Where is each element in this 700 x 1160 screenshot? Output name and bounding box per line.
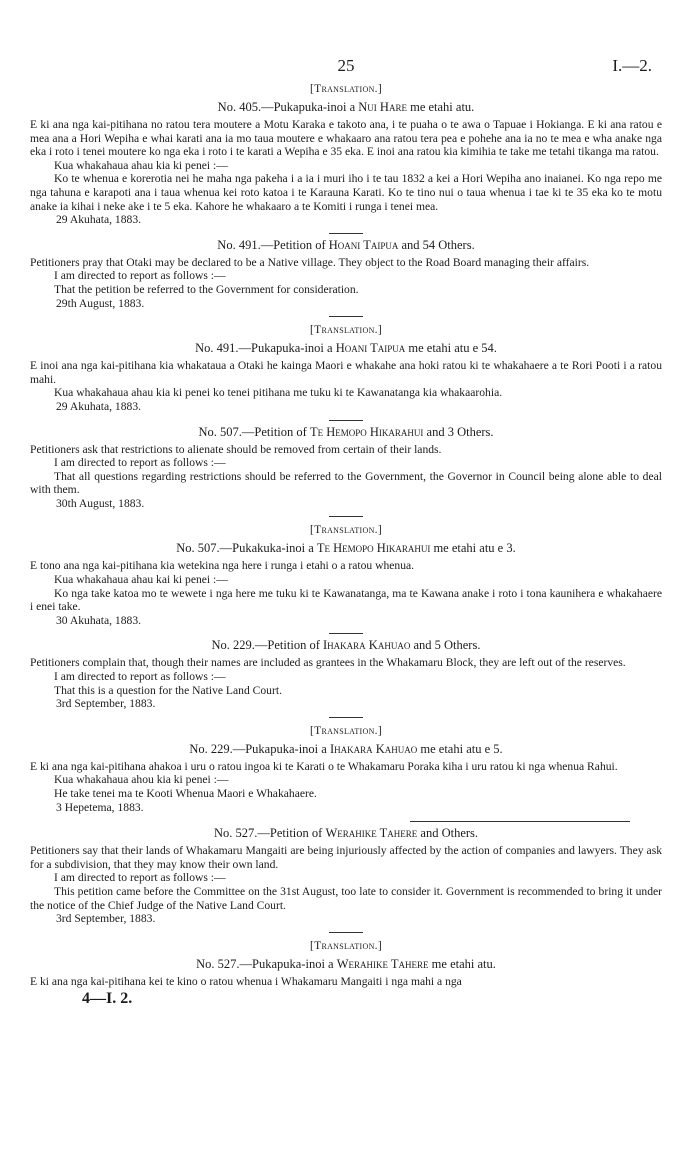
title-prefix: No. 507.—Petition of: [198, 424, 310, 439]
body-paragraph: That this is a question for the Native Land Court.: [54, 683, 282, 697]
title-prefix: No. 491.—Petition of: [217, 237, 329, 252]
page-header: [30, 50, 662, 76]
document-reference: I.—2.: [612, 56, 652, 75]
section-divider: [410, 821, 630, 822]
petition-section: [30, 316, 662, 413]
title-suffix: me etahi atu e 54.: [405, 341, 497, 356]
title-prefix: No. 229.—Pukapuka-inoi a: [189, 741, 330, 756]
document-body: [30, 82, 662, 988]
petitioner-name: Ihakara Kahuao: [323, 638, 411, 653]
petitioner-name: Werahike Tahere: [325, 826, 418, 841]
translation-label: [Translation.]: [310, 83, 382, 95]
petition-section: [30, 717, 662, 814]
title-suffix: and Others.: [417, 826, 479, 841]
section-divider: [329, 633, 363, 634]
section-divider: [329, 233, 363, 234]
petitioner-name: Nui Hare: [358, 100, 407, 114]
petition-section: [30, 233, 662, 310]
body-paragraph: Ko te whenua e korerotia nei he maha nga pakeha i a ia i muri iho i te tau 1832 a kei a Hori Wepiha ano inaianei. Ko nga repo me nga tahuna e karapoti ana i taua whenua kei roto katoa i te Karauna Karati. Ko te tino nui o taua whenua i tae ki te 35 eka ko te motu anake ia kihai i neke ake i te 5 eka. Kahore he whakaaro a te Komiti i runga i tenei mea.: [30, 172, 662, 213]
report-date: 30 Akuhata, 1883.: [56, 613, 142, 627]
title-prefix: No. 491.—Pukapuka-inoi a: [195, 341, 336, 356]
translation-label: [Translation.]: [310, 724, 382, 737]
petition-title: [30, 341, 662, 356]
report-date: 3 Hepetema, 1883.: [56, 800, 144, 814]
title-prefix: No. 527.—Pukapuka-inoi a: [196, 956, 337, 971]
body-paragraph: That the petition be referred to the Government for consideration.: [54, 282, 359, 296]
petition-section: [30, 82, 662, 227]
translation-label: [Translation.]: [310, 939, 382, 952]
body-paragraph: That all questions regarding restrictions should be referred to the Government, the Governor in Council being alone able to deal with them.: [30, 469, 662, 497]
report-date: 29 Akuhata, 1883.: [56, 399, 142, 413]
petition-title: [30, 100, 662, 115]
body-paragraph: Kua whakahaua ahou kia ki penei :—: [54, 773, 229, 787]
body-paragraph: Petitioners say that their lands of Whakamaru Mangaiti are being injuriously affected by the action of companies and lawyers. They ask for a subdivision, that they may know their own land.: [30, 844, 662, 871]
report-date: 29 Akuhata, 1883.: [56, 213, 142, 227]
report-date: 30th August, 1883.: [56, 496, 145, 510]
body-paragraph: I am directed to report as follows :—: [54, 269, 226, 283]
petition-title: [30, 826, 662, 841]
body-paragraph: Petitioners complain that, though their names are included as grantees in the Whakamaru Block, they are left out of the reserves.: [30, 656, 626, 670]
petition-title: [30, 957, 662, 972]
title-suffix: me etahi atu e 5.: [417, 741, 503, 756]
body-paragraph: E ki ana nga kai-pitihana kei te kino o ratou whenua i Whakamaru Mangaiti i nga mahi a nga: [30, 974, 462, 988]
petitioner-name: Werahike Tahere: [336, 956, 429, 971]
translation-label: [Translation.]: [310, 524, 382, 537]
section-divider: [329, 932, 363, 933]
body-paragraph: E ki ana nga kai-pitihana ahakoa i uru o ratou ingoa ki te Karati o te Whakamaru Poraka kiha i uru ratou ki nga whenua Rahui.: [30, 759, 618, 773]
title-suffix: and 5 Others.: [410, 638, 481, 653]
title-prefix: No. 229.—Petition of: [211, 638, 323, 653]
petitioner-name: Hoani Taipua: [328, 237, 399, 252]
title-suffix: me etahi atu.: [428, 956, 496, 971]
body-paragraph: I am directed to report as follows :—: [54, 456, 226, 470]
page-number: 25: [337, 56, 355, 75]
section-divider: [329, 316, 363, 317]
title-suffix: me etahi atu.: [406, 100, 475, 114]
title-prefix: No. 527.—Petition of: [213, 826, 326, 841]
title-prefix: No. 405.—Pukapuka-inoi a: [217, 100, 359, 114]
title-suffix: me etahi atu e 3.: [430, 541, 516, 556]
body-paragraph: Ko nga take katoa mo te wewete i nga here me tuku ki te Kawanatanga, ma te Kawana anake i roto i tona kaunihera e whakahaere i enei take.: [30, 586, 662, 614]
petition-section: [30, 633, 662, 710]
title-prefix: No. 507.—Pukakuka-inoi a: [176, 541, 317, 556]
body-paragraph: This petition came before the Committee on the 31st August, too late to consider it. Government is recommended to bring it under the notice of the Chief Judge of the Native Land Court.: [30, 884, 662, 912]
title-suffix: and 54 Others.: [398, 237, 475, 252]
petition-title: [30, 638, 662, 653]
body-paragraph: I am directed to report as follows :—: [54, 871, 226, 885]
petition-section: [30, 932, 662, 989]
body-paragraph: E ki ana nga kai-pitihana no ratou tera moutere a Motu Karaka e takoto ana, i te puaha o te awa o Tapuae i Hokianga. E ki ana ratou e mea ana a Hori Wepiha e whai karati ana ia mo taua moutere e whakaaro ana ratou tera pea e pohehe ana ia no te mea e wha anake nga eka i roto i tenei moutere ko nga eka i roto i te karati a Wepiha e 35 eka. E inoi ana ratou kia kimihia te take me tetahi tikanga ma ratou.: [30, 118, 662, 159]
report-date: 3rd September, 1883.: [56, 697, 156, 711]
section-divider: [329, 420, 363, 421]
petitioner-name: Te Hemopo Hikarahui: [309, 424, 424, 439]
petitioner-name: Hoani Taipua: [335, 341, 406, 356]
body-paragraph: I am directed to report as follows :—: [54, 670, 226, 684]
body-paragraph: Kua whakahaua ahau kia ki penei ko tenei pitihana me tuku ki te Kawanatanga kia whakaarohia.: [54, 386, 503, 400]
title-suffix: and 3 Others.: [423, 424, 494, 439]
petition-title: [30, 742, 662, 757]
body-paragraph: E inoi ana nga kai-pitihana kia whakataua a Otaki he kainga Maori e whakahe ana hoki ratou ki te whakahaere a te Rori Pooti i a ratou mahi.: [30, 359, 662, 386]
printer-signature: 4—I. 2.: [82, 990, 133, 1008]
petition-section: [30, 420, 662, 511]
petition-title: [30, 541, 662, 556]
petition-title: [30, 238, 662, 253]
petition-section: [30, 821, 662, 926]
body-paragraph: Petitioners pray that Otaki may be declared to be a Native village. They object to the Road Board managing their affairs.: [30, 255, 590, 269]
section-divider: [329, 717, 363, 718]
report-date: 29th August, 1883.: [56, 296, 145, 310]
petition-title: [30, 425, 662, 440]
body-paragraph: He take tenei ma te Kooti Whenua Maori e Whakahaere.: [54, 787, 317, 800]
translation-label: [Translation.]: [310, 324, 382, 337]
body-paragraph: Kua whakahaua ahau kia ki penei :—: [54, 158, 228, 172]
petitioner-name: Ihakara Kahuao: [329, 741, 418, 756]
report-date: 3rd September, 1883.: [56, 912, 156, 926]
petitioner-name: Te Hemopo Hikarahui: [316, 541, 431, 556]
body-paragraph: Petitioners ask that restrictions to alienate should be removed from certain of their lands.: [30, 442, 442, 456]
petition-section: [30, 516, 662, 627]
body-paragraph: E tono ana nga kai-pitihana kia wetekina nga here i runga i etahi o a ratou whenua.: [30, 559, 415, 573]
body-paragraph: Kua whakahaua ahau kai ki penei :—: [54, 573, 228, 587]
section-divider: [329, 516, 363, 517]
